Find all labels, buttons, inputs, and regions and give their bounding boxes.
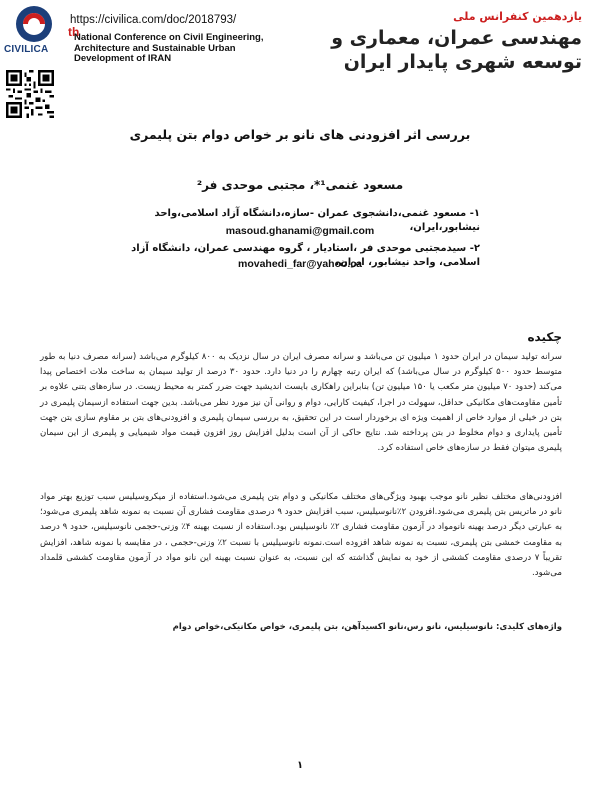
paper-title: بررسی اثر افزودنی های نانو بر خواص دوام بتن پلیمری — [129, 127, 471, 142]
paper-authors: مسعود غنمی¹*، مجتبی موحدی فر² — [196, 178, 404, 192]
logo-text: CIVILICA — [4, 44, 49, 55]
page-number: ۱ — [296, 760, 304, 771]
affiliation-1: ۱- مسعود غنمی،دانشجوی عمران -سازه،دانشگاه آزاد اسلامی،واحد نیشابور،ایران، — [154, 208, 480, 233]
qr-code-icon[interactable] — [6, 70, 54, 118]
abstract-paragraph-1: سرانه تولید سیمان در ایران حدود ۱ میلیون تن می‌باشد و سرانه مصرف ایران در سال نزدیک به ۸۰۰ کیلوگرم می‌باشد (سرانه مصرف دنیا به طور متوسط حدود ۵۰۰ کیلوگرم در سال می‌باشد) که ایران رتبه چهارم را در دنیا دارد. حدود ۳۰ درصد از تولید سیمان به ساخت ملات اختصاص پیدا می‌کند (حدود ۷۰ میلیون متر مکعب یا ۱۵۰ میلیون تن) بنابراین راهکاری بایست اندیشید جهت ضرر کمتر به محیط زیست. در سازه‌های بتنی علاوه بر تأمین مقاومت‌های مکانیکی حداقل، سهولت در اجرا، کیفیت کارایی، دوام و روانی آن نیز مورد نظر می‌باشد. بدین جهت استفاده ازسیمان پلیمری در بتن در خیلی از موارد خاص از اهمیت ویژه ای برخوردار است در این تحقیق، به بررسی سیمان پلیمری و افزودنی‌های بتن بر مقاوم سازی بتن جهت تأمین پایداری و دوام مخلوط در بتن پرداخته شد. نتایج حاکی از آن است بدلیل افزایش روز افزون قیمت مواد شیمیایی و پلیمری از این سیمان پلیمری میتوان فقط در سازه‌های خاص استفاده کرد. — [40, 352, 563, 454]
document-url-link[interactable]: https://civilica.com/doc/2018793/ — [70, 14, 237, 26]
affiliation-2: ۲- سیدمجتبی موحدی فر ،استادیار ، گروه مهندسی عمران، دانشگاه آزاد اسلامی، واحد نیشابور، ایران، — [131, 243, 480, 268]
keywords: واژه‌های کلیدی: نانوسیلیس، نانو رس،نانو اکسیدآهن، بتن پلیمری، خواص مکانیکی،خواص دوام — [172, 622, 562, 632]
email-1[interactable]: masoud.ghanami@gmail.com — [225, 225, 375, 237]
abstract-heading: چکیده — [527, 330, 562, 344]
abstract-paragraph-2: افزودنی‌های مختلف نظیر نانو موجب بهبود ویژگی‌های مختلف مکانیکی و دوام بتن پلیمری می‌شود.استفاده از میکروسیلیس سبب توزیع بهتر مواد نانو در ماتریس بتن پلیمری می‌شود.افزودن ۲٪نانوسیلیس، سبب افزایش حدود ۹ درصدی مقاومت فشاری آن نسبت به نمونه شاهد پلیمری می‌شود؛ به عبارتی دیگر درصد بهینه نانومواد در آزمون مقاومت فشاری ۲٪ نانوسیلیس بود.استفاده از نسبت بهینه ۴٪ وزنی-حجمی نانوسیلیس، حدود ۹ درصد به مقاومت خمشی بتن پلیمری، نسبت به نمونه شاهد افزوده است.نمونه نانوسیلیس با نسبت ۲٪ وزنی-حجمی ، در مقایسه با نمونه شاهد، افزایش تقریباً ۷ درصدی مقاومت کششی از خود به نمایش گذاشته که این نسبت، به عنوان نسبت بهینه این نانو مواد در آزمون مقاومت کششی قلمداد می‌شود. — [40, 492, 562, 579]
conference-title-en: National Conference on Civil Engineering, Architecture and Sustainable Urban Development of IRAN — [74, 32, 264, 64]
conference-subtitle-fa: یازدهمین کنفرانس ملی — [453, 10, 582, 23]
conference-title-fa: مهندسی عمران، معماری و توسعه شهری پایدار ایران — [331, 27, 582, 73]
conference-number: th — [68, 25, 80, 39]
email-2[interactable]: movahedi_far@yahoo.ca — [237, 258, 363, 270]
